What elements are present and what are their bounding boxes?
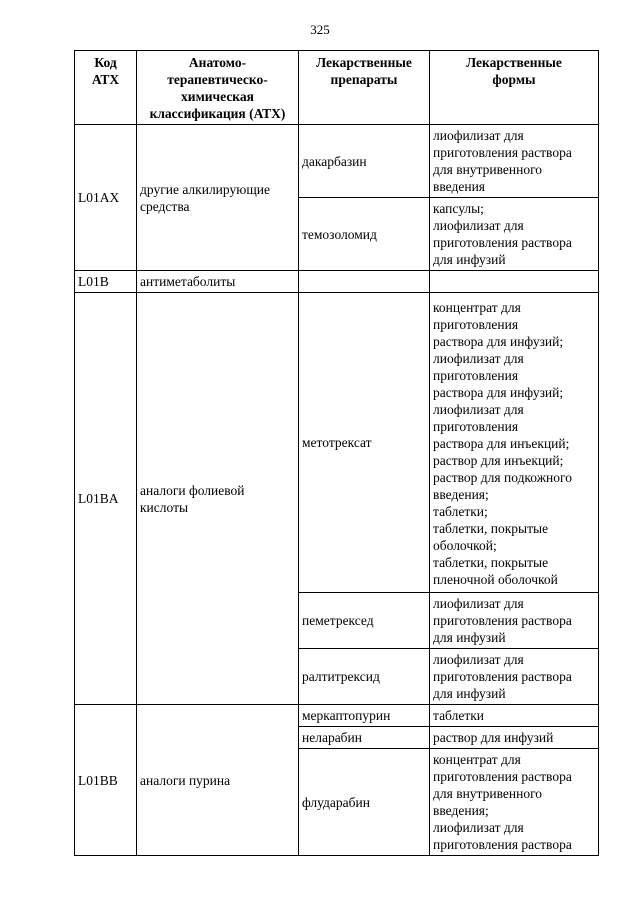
drug-forms: раствор для инфузий [430,727,599,749]
atx-code: L01AX [75,125,137,271]
header-classification: Анатомо- терапевтическо- химическая классификация (АТХ) [137,51,299,125]
table-row [75,705,599,727]
drug-forms-empty [430,271,599,293]
table-row [75,125,599,198]
drug-forms: таблетки [430,705,599,727]
drug-forms: концентрат для приготовления раствора для инфузий; лиофилизат для приготовления раствора для инфузий; лиофилизат для приготовления раствора для инъекций; раствор для инъекций; раствор для подкожного введения; таблетки; таблетки, покрытые оболочкой; таблетки, покрытые пленочной оболочкой [430,293,599,593]
drug-name: меркаптопурин [299,705,430,727]
drug-forms: лиофилизат для приготовления раствора для внутривенного введения [430,125,599,198]
atx-group-name: другие алкилирующие средства [137,125,299,271]
drug-name: темозоломид [299,198,430,271]
atx-code: L01B [75,271,137,293]
header-forms: Лекарственные формы [430,51,599,125]
atx-code: L01BA [75,293,137,705]
drug-forms: концентрат для приготовления раствора для внутривенного введения; лиофилизат для приготовления раствора [430,749,599,856]
header-drugs: Лекарственные препараты [299,51,430,125]
drug-forms: лиофилизат для приготовления раствора для инфузий [430,649,599,705]
atx-table [74,50,599,856]
atx-group-name: аналоги фолиевой кислоты [137,293,299,705]
drug-name: неларабин [299,727,430,749]
drug-name: дакарбазин [299,125,430,198]
header-code: Код АТХ [75,51,137,125]
drug-forms: капсулы; лиофилизат для приготовления раствора для инфузий [430,198,599,271]
drug-name: флударабин [299,749,430,856]
drug-forms: лиофилизат для приготовления раствора для инфузий [430,593,599,649]
table-header-row [75,51,599,125]
atx-group-name: антиметаболиты [137,271,299,293]
drug-name: пеметрексед [299,593,430,649]
drug-name-empty [299,271,430,293]
page-number: 325 [310,22,330,37]
table-row [75,293,599,593]
drug-name: ралтитрексид [299,649,430,705]
table-row [75,271,599,293]
drug-name: метотрексат [299,293,430,593]
atx-code: L01BB [75,705,137,856]
atx-group-name: аналоги пурина [137,705,299,856]
